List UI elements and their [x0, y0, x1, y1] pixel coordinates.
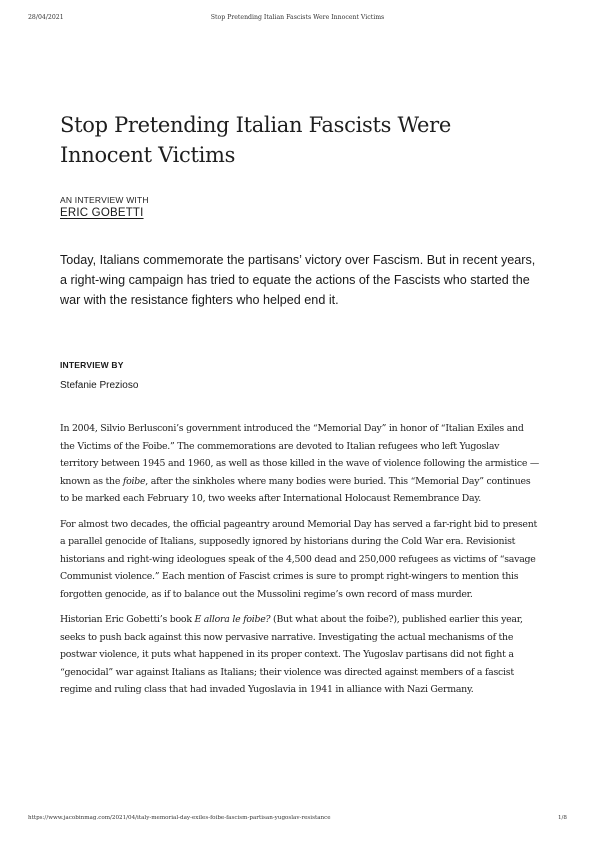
article-body [60, 420, 540, 707]
print-page-title: Stop Pretending Italian Fascists Were Innocent Victims [210, 14, 385, 21]
article-dek: Today, Italians commemorate the partisans’ victory over Fascism. But in recent years, a right-wing campaign has tried to equate the actions of the Fascists who started the war with the resistance fighters who helped end it. [60, 253, 536, 307]
emphasis-foibe: foibe [122, 475, 146, 487]
interview-kicker: AN INTERVIEW WITH [60, 195, 149, 205]
author-link[interactable]: ERIC GOBETTI [60, 207, 144, 219]
interview-by-label: INTERVIEW BY [60, 360, 124, 370]
page-number: 1/8 [557, 815, 567, 821]
article-title: Stop Pretending Italian Fascists Were Innocent Victims [60, 113, 452, 167]
book-title: E allora le foibe? [194, 614, 271, 625]
paragraph-3: Historian Eric Gobetti’s book E allora le foibe? (But what about the foibe?), published earlier this year, seeks to push back against this now pervasive narrative. Investigating the actual mechanisms of the postwar violence, it puts what happened in its proper context. The Yugoslav partisans did not fight a “genocidal” war against Italians as Italians; their violence was directed against members of a fascist regime and ruling class that had invaded Yugoslavia in 1941 in alliance with Nazi Germany. [60, 614, 523, 695]
print-date: 28/04/2021 [28, 14, 64, 21]
print-header [28, 14, 567, 26]
print-footer [28, 815, 567, 827]
interviewer-name: Stefanie Prezioso [60, 380, 139, 391]
paragraph-1: In 2004, Silvio Berlusconi’s government introduced the “Memorial Day” in honor of “Italian Exiles and the Victims of the Foibe.” The commemorations are devoted to Italian refugees who left Yugoslav territory between 1945 and 1960, as well as those killed in the wave of violence following the armistice — known as the foibe, after the sinkholes where many bodies were buried. This “Memorial Day” continues to be marked each February 10, two weeks after International Holocaust Remembrance Day. [60, 423, 539, 504]
paragraph-2: For almost two decades, the official pageantry around Memorial Day has served a far-right bid to present a parallel genocide of Italians, supposedly ignored by historians during the Cold War era. Revisionist historians and right-wing ideologues speak of the 4,500 dead and 250,000 refugees as victims of “savage Communist violence.” Each mention of Fascist crimes is sure to prompt right-wingers to mention this forgotten genocide, as if to balance out the Mussolini regime’s own record of mass murder. [60, 518, 538, 600]
page-url: https://www.jacobinmag.com/2021/04/italy-memorial-day-exiles-foibe-fascism-partisan-yugoslav-resistance [28, 815, 331, 821]
